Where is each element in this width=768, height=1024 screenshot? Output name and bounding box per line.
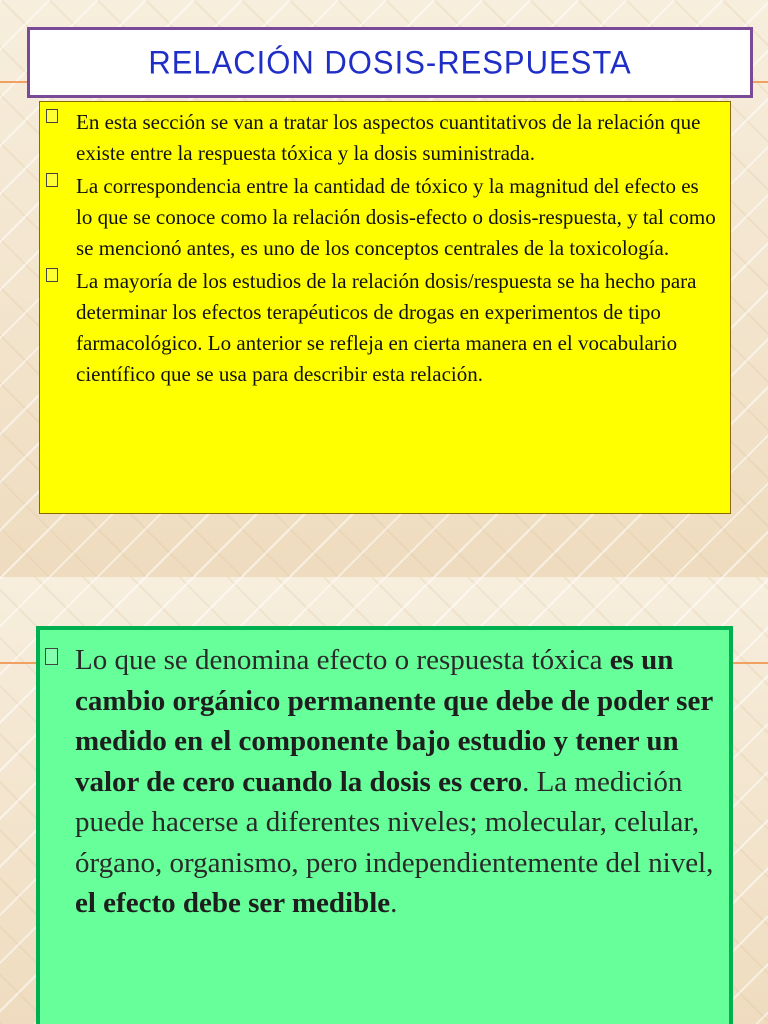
content-box-green	[36, 626, 733, 1024]
bullet-icon	[46, 268, 58, 282]
accent-line	[733, 662, 768, 664]
definition-paragraph	[75, 640, 719, 924]
text-segment: .	[390, 887, 398, 919]
paragraph-text: La correspondencia entre la cantidad de tóxico y la magnitud del efecto es lo que se conoce como la relación dosis-efecto o dosis-respuesta, y tal como se mencionó antes, es uno de los conceptos centrales de la toxicología.	[76, 174, 716, 260]
paragraph-text: La mayoría de los estudios de la relación dosis/respuesta se ha hecho para determinar los efectos terapéuticos de drogas en experimentos de tipo farmacológico. Lo anterior se refleja en cierta manera en el vocabulario científico que se usa para describir esta relación.	[76, 269, 697, 386]
bullet-paragraph	[76, 266, 720, 390]
bullet-icon	[45, 648, 58, 665]
bold-segment: el efecto debe ser medible	[75, 887, 391, 919]
content-box-yellow	[39, 101, 731, 514]
accent-line	[0, 662, 36, 664]
slide-2	[0, 577, 768, 1024]
bullet-paragraph	[76, 171, 720, 264]
accent-line	[753, 81, 768, 83]
bullet-paragraph	[76, 107, 720, 169]
text-segment: . La medición puede hacerse a diferentes niveles; molecular, celular, órgano, organismo, pero independientemente del nivel,	[75, 765, 714, 879]
bold-segment: es un cambio orgánico permanente que debe de poder ser medido en el componente bajo estudio y tener un valor de cero cuando la dosis es cero	[75, 644, 713, 798]
text-segment: Lo que se denomina efecto o respuesta tóxica	[75, 644, 610, 676]
bullet-icon	[46, 109, 58, 123]
slide-title: RELACIÓN DOSIS-RESPUESTA	[148, 43, 632, 81]
paragraph-text: En esta sección se van a tratar los aspectos cuantitativos de la relación que existe entre la respuesta tóxica y la dosis suministrada.	[76, 110, 701, 165]
title-box	[27, 27, 753, 98]
accent-line	[0, 81, 27, 83]
bullet-icon	[46, 173, 58, 187]
